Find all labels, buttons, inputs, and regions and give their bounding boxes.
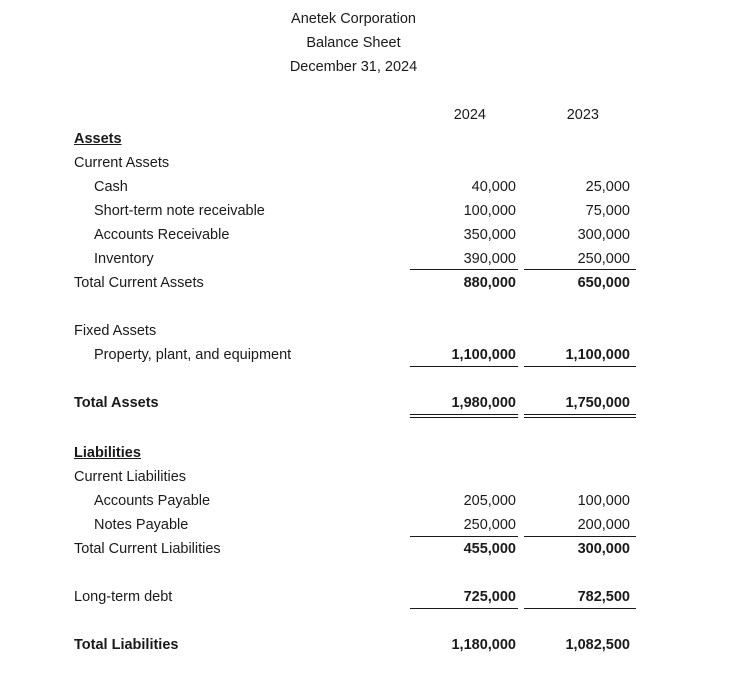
fixed-assets-heading: Fixed Assets (74, 323, 157, 339)
current-assets-heading: Current Assets (74, 155, 170, 171)
accounts-receivable-2023: 300,000 (577, 227, 630, 243)
row-label-notes-payable: Notes Payable (94, 517, 189, 533)
row-label-total-current-assets: Total Current Assets (74, 275, 204, 291)
row-label-ppe: Property, plant, and equipment (94, 347, 292, 363)
accounts-payable-2023: 100,000 (577, 493, 630, 509)
total-liabilities-2023: 1,082,500 (565, 637, 630, 653)
row-label-cash: Cash (94, 179, 128, 195)
column-header-2023: 2023 (566, 107, 599, 123)
company-name: Anetek Corporation (291, 11, 416, 27)
liab-subtotal-rule-2024 (410, 536, 518, 537)
ppe-2023: 1,100,000 (565, 347, 630, 363)
total-assets-2023: 1,750,000 (565, 395, 630, 411)
total-current-assets-2023: 650,000 (577, 275, 630, 291)
long-term-rule-2023 (524, 608, 636, 609)
cash-2024: 40,000 (471, 179, 516, 195)
cash-2023: 25,000 (585, 179, 630, 195)
row-label-inventory: Inventory (94, 251, 154, 267)
liab-subtotal-rule-2023 (524, 536, 636, 537)
ppe-rule-2023 (524, 366, 636, 367)
row-label-accounts-receivable: Accounts Receivable (94, 227, 230, 243)
short-term-note-2024: 100,000 (463, 203, 516, 219)
long-term-rule-2024 (410, 608, 518, 609)
total-current-liabilities-2024: 455,000 (463, 541, 516, 557)
notes-payable-2023: 200,000 (577, 517, 630, 533)
row-label-total-current-liabilities: Total Current Liabilities (74, 541, 221, 557)
current-liabilities-heading: Current Liabilities (74, 469, 187, 485)
short-term-note-2023: 75,000 (585, 203, 630, 219)
subtotal-rule-2024 (410, 269, 518, 270)
notes-payable-2024: 250,000 (463, 517, 516, 533)
total-liabilities-2024: 1,180,000 (451, 637, 516, 653)
statement-title: Balance Sheet (306, 35, 401, 51)
total-current-liabilities-2023: 300,000 (577, 541, 630, 557)
total-assets-2024: 1,980,000 (451, 395, 516, 411)
accounts-payable-2024: 205,000 (463, 493, 516, 509)
inventory-2024: 390,000 (463, 251, 516, 267)
row-label-total-assets: Total Assets (74, 395, 159, 411)
liabilities-heading: Liabilities (74, 445, 141, 461)
ppe-2024: 1,100,000 (451, 347, 516, 363)
total-assets-double-rule-2024 (410, 414, 518, 418)
subtotal-rule-2023 (524, 269, 636, 270)
row-label-short-term-note: Short-term note receivable (94, 203, 265, 219)
total-assets-double-rule-2023 (524, 414, 636, 418)
row-label-long-term-debt: Long-term debt (74, 589, 173, 605)
row-label-accounts-payable: Accounts Payable (94, 493, 211, 509)
accounts-receivable-2024: 350,000 (463, 227, 516, 243)
row-label-total-liabilities: Total Liabilities (74, 637, 179, 653)
long-term-debt-2023: 782,500 (577, 589, 630, 605)
inventory-2023: 250,000 (577, 251, 630, 267)
column-header-2024: 2024 (453, 107, 486, 123)
ppe-rule-2024 (410, 366, 518, 367)
statement-date: December 31, 2024 (289, 59, 418, 75)
assets-heading: Assets (74, 131, 122, 147)
total-current-assets-2024: 880,000 (463, 275, 516, 291)
long-term-debt-2024: 725,000 (463, 589, 516, 605)
